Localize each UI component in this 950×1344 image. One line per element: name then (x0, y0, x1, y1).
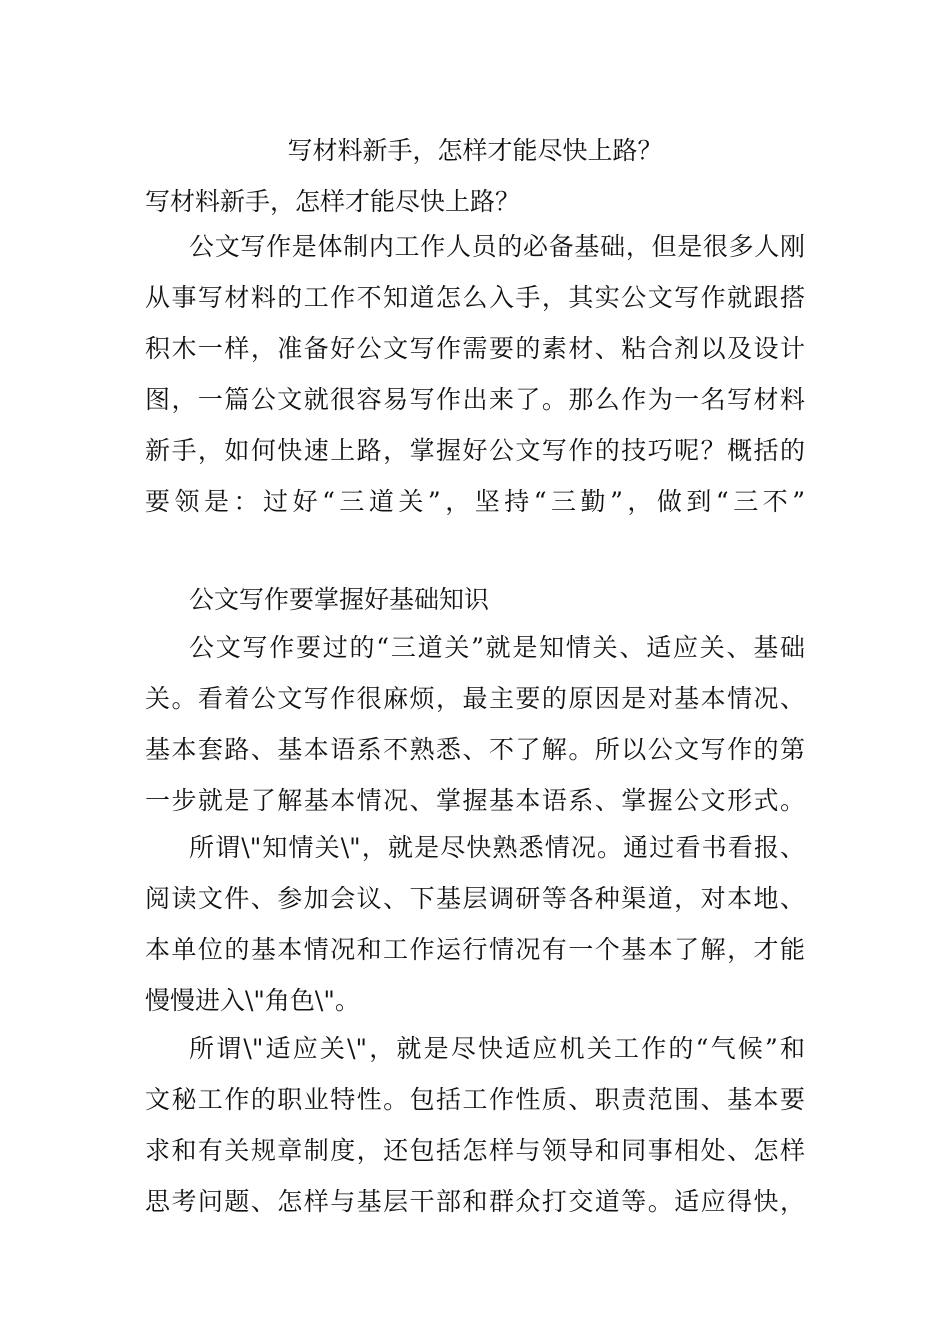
paragraph-line: 基本套路、基本语系不熟悉、不了解。所以公文写作的第 (145, 735, 805, 764)
paragraph-knowledge-pass (145, 822, 805, 1026)
paragraph-line: 所谓\"适应关\"，就是尽快适应机关工作的“气候”和 (189, 1034, 805, 1063)
paragraph-line: 新手，如何快速上路，掌握好公文写作的技巧呢？概括的 (145, 436, 805, 465)
paragraph-line: 积木一样，准备好公文写作需要的素材、粘合剂以及设计 (145, 334, 805, 363)
paragraph-adaptation-pass (145, 1023, 805, 1227)
paragraph-line: 一步就是了解基本情况、掌握基本语系、掌握公文形式。 (145, 786, 805, 815)
paragraph-line: 求和有关规章制度，还包括怎样与领导和同事相处、怎样 (145, 1136, 805, 1165)
paragraph-line: 所谓\"知情关\"，就是尽快熟悉情况。通过看书看报、 (189, 833, 805, 862)
paragraph-line: 从事写材料的工作不知道怎么入手，其实公文写作就跟搭 (145, 283, 805, 312)
section-subheading: 公文写作要掌握好基础知识 (189, 585, 490, 614)
paragraph-line: 要领是：过好“三道关”，坚持“三勤”，做到“三不” (145, 487, 805, 516)
document-title: 写材料新手，怎样才能尽快上路？ (287, 136, 663, 165)
paragraph-line: 本单位的基本情况和工作运行情况有一个基本了解，才能 (145, 935, 805, 964)
paragraph-three-passes (145, 622, 805, 826)
document-heading: 写材料新手，怎样才能尽快上路？ (145, 187, 521, 216)
intro-paragraph (145, 221, 805, 527)
paragraph-line: 慢慢进入\"角色\"。 (145, 986, 360, 1015)
paragraph-line: 公文写作要过的“三道关”就是知情关、适应关、基础 (189, 633, 805, 662)
paragraph-line: 图，一篇公文就很容易写作出来了。那么作为一名写材料 (145, 385, 805, 414)
paragraph-line: 阅读文件、参加会议、下基层调研等各种渠道，对本地、 (145, 884, 805, 913)
paragraph-line: 公文写作是体制内工作人员的必备基础，但是很多人刚 (189, 232, 805, 261)
paragraph-line: 关。看着公文写作很麻烦，最主要的原因是对基本情况、 (145, 684, 805, 713)
paragraph-line: 思考问题、怎样与基层干部和群众打交道等。适应得快， (145, 1187, 805, 1216)
paragraph-line: 文秘工作的职业特性。包括工作性质、职责范围、基本要 (145, 1085, 805, 1114)
